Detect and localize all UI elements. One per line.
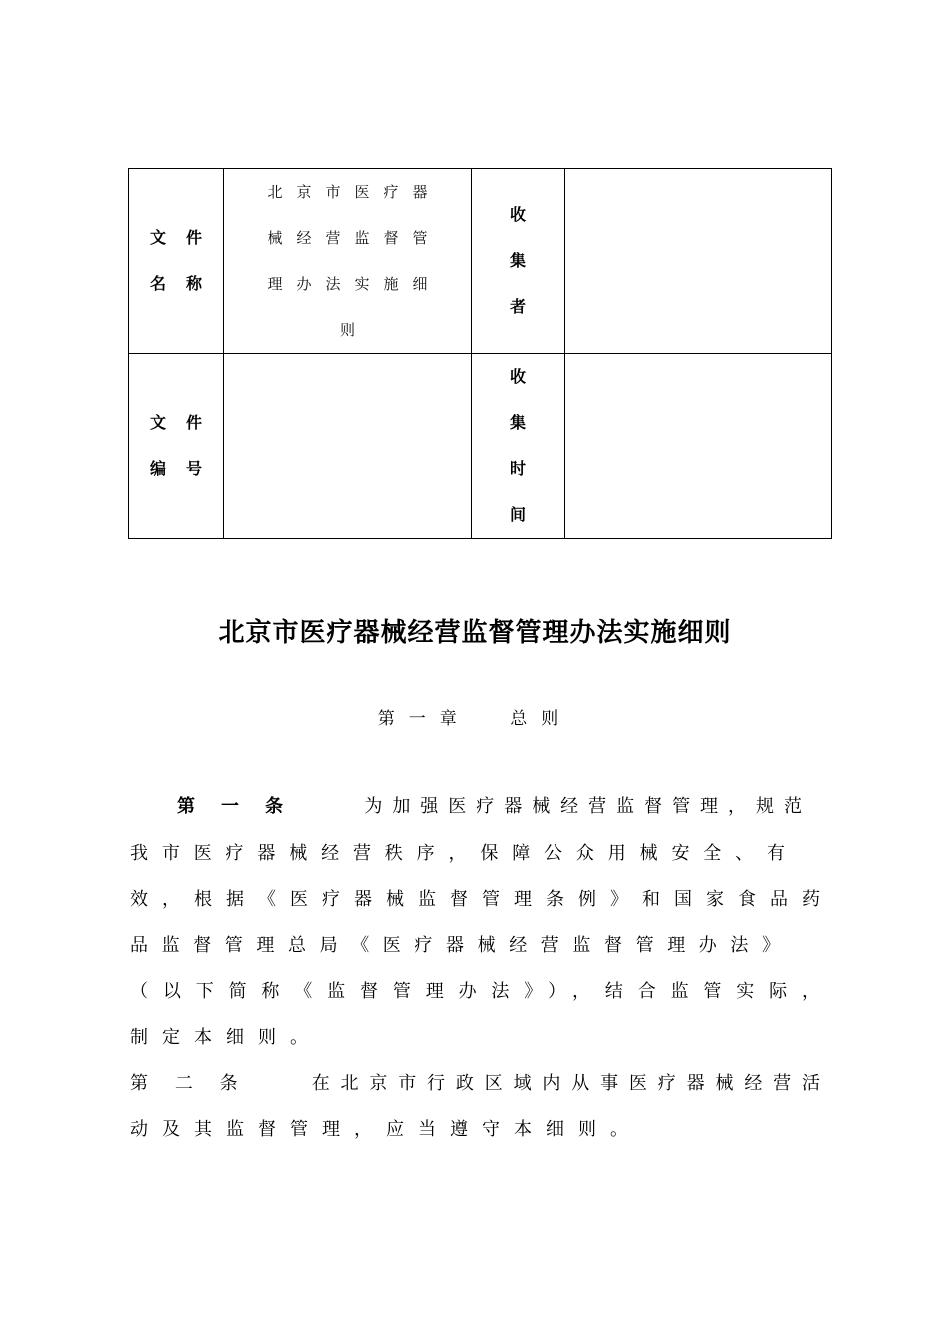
document-info-table — [128, 168, 832, 539]
article-2-number: 第二条 — [130, 1073, 265, 1094]
collection-time-value — [565, 354, 832, 539]
chapter-heading — [0, 704, 950, 729]
article-1-line-5: （以下简称《监督管理办法》），结合监管实际， — [130, 981, 820, 1002]
article-2-line-2: 动及其监督管理，应当遵守本细则。 — [130, 1119, 642, 1140]
article-1-line-1: 第一条 为加强医疗器械经营监督管理，规范 — [177, 796, 802, 817]
article-2-line-1: 第二条 在北京市行政区域内从事医疗器械经营活 — [130, 1073, 821, 1094]
file-number-value — [224, 354, 472, 539]
table-row — [129, 169, 832, 354]
collector-label: 收 集 者 — [472, 169, 565, 354]
collection-time-label: 收 集 时 间 — [472, 354, 565, 539]
article-1-number: 第一条 — [177, 796, 309, 817]
collector-value — [565, 169, 832, 354]
article-1-line-4: 品监督管理总局《医疗器械经营监督管理办法》 — [130, 935, 780, 956]
chapter-name: 总则 — [510, 709, 573, 729]
article-1-line-6: 制定本细则。 — [130, 1027, 322, 1048]
file-number-label: 文件 编号 — [129, 354, 224, 539]
table-row — [129, 354, 832, 539]
article-1-line-3: 效，根据《医疗器械监督管理条例》和国家食品药 — [130, 889, 820, 910]
chapter-number: 第一章 — [377, 709, 471, 729]
article-1-line-2: 我市医疗器械经营秩序，保障公众用械安全、有 — [130, 843, 785, 864]
document-title: 北京市医疗器械经营监督管理办法实施细则 — [218, 618, 732, 648]
file-name-value: 北京市医疗器 械经营监督管 理办法实施细 则 — [224, 169, 472, 354]
file-name-label: 文件 名称 — [129, 169, 224, 354]
